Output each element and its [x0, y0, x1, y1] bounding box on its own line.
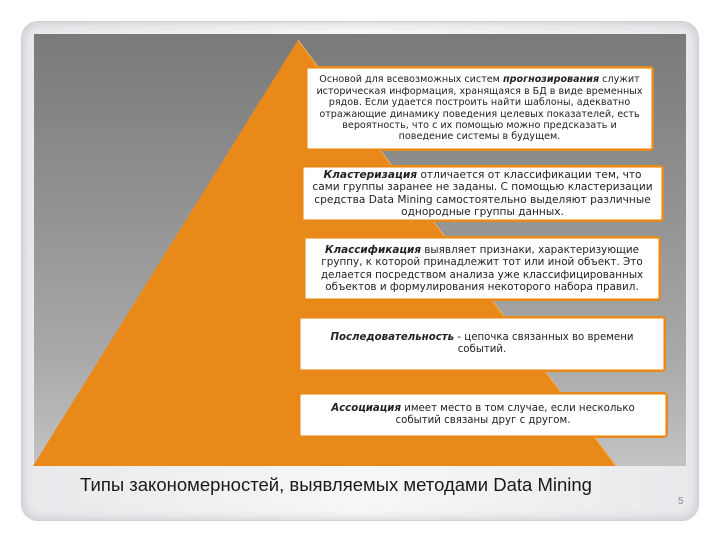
page-number: 5	[678, 496, 684, 507]
pyramid-box-classification: Классификация выявляет признаки, характеризующие группу, к которой принадлежит тот или иной объект. Это делается посредством анализа уже классифицированных объектов и формулирования некоторого набора правил.	[303, 236, 661, 301]
pyramid-box-clustering: Кластеризация отличается от классификации тем, что сами группы заранее не заданы. С помощью кластеризации средства Data Mining самостоятельно выделяют различные однородные группы данных.	[301, 165, 664, 222]
term-sequence: Последовательность	[330, 331, 455, 343]
pyramid-box-forecasting: Основой для всевозможных систем прогнозирования служит историческая информация, хранящаяся в БД в виде временных рядов. Если удается построить найти шаблоны, адекватно отражающие динамику поведения целевых показателей, есть вероятность, что с их помощью можно предсказать и поведение системы в будущем.	[305, 66, 654, 151]
term-clustering: Кластеризация	[323, 168, 418, 181]
slide-title: Типы закономерностей, выявляемых методами Data Mining	[80, 474, 592, 495]
pyramid-box-association: Ассоциация имеет место в том случае, если несколько событий связаны друг с другом.	[298, 392, 668, 438]
term-classification: Классификация	[324, 243, 421, 256]
pyramid-box-sequence: Последовательность - цепочка связанных во времени событий.	[298, 316, 666, 372]
term-association: Ассоциация	[331, 403, 401, 414]
term-forecasting: прогнозирования	[502, 74, 600, 86]
